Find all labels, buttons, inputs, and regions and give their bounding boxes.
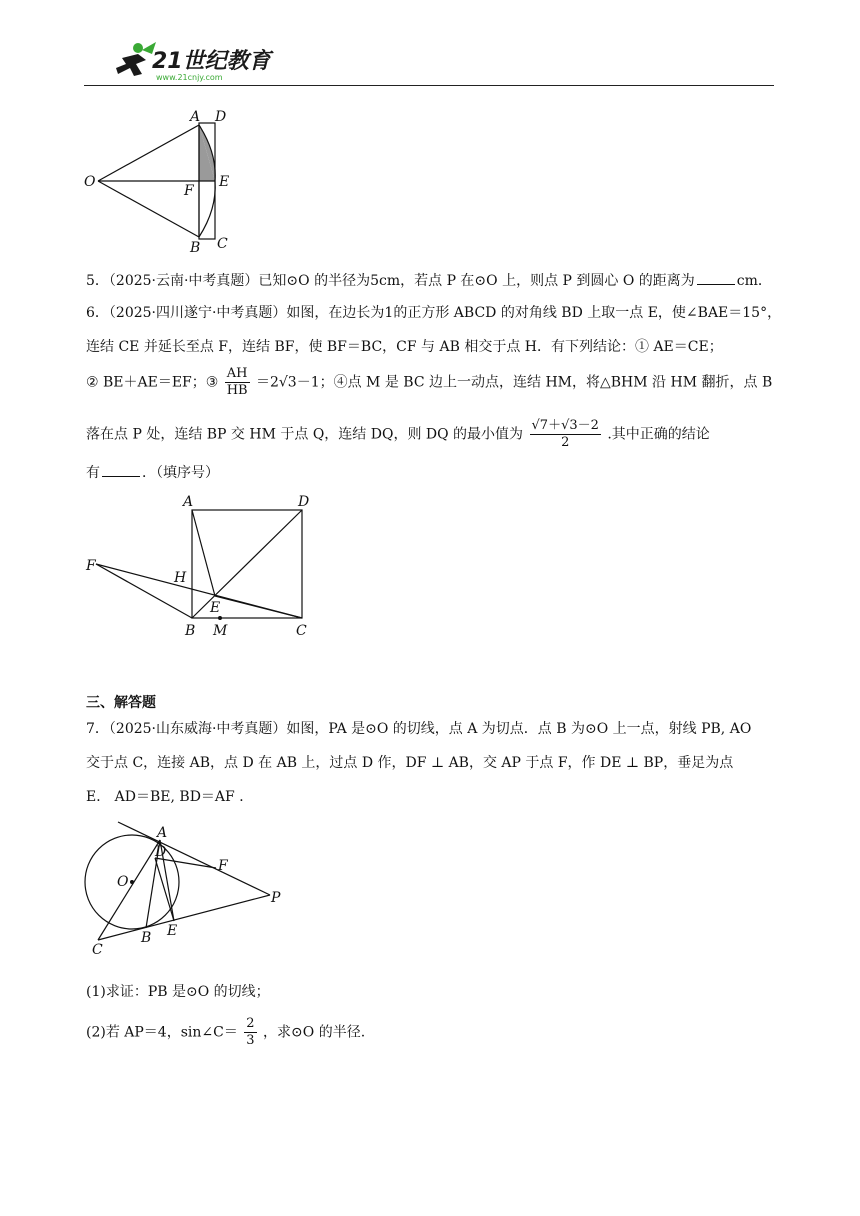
question-6-line-1: 6．（2025·四川遂宁·中考真题）如图，在边长为1的正方形 ABCD 的对角线 BD 上取一点 E，使∠BAE＝15°， xyxy=(86,305,782,321)
label-O: O xyxy=(117,874,129,890)
question-7-line-2: 交于点 C，连接 AB，点 D 在 AB 上，过点 D 作，DF ⊥ AB，交 AP 于点 F，作 DE ⊥ BP，垂足为点 xyxy=(86,755,734,771)
label-E: E xyxy=(167,923,178,939)
label-F: F xyxy=(184,183,194,199)
question-5: 5．（2025·云南·中考真题）已知⊙O 的半径为5cm，若点 P 在⊙O 上，则点 P 到圆心 O 的距离为 cm． xyxy=(86,270,772,291)
question-7-line-3: E． AD＝BE, BD＝AF ． xyxy=(86,789,254,805)
label-C: C xyxy=(217,236,228,252)
question-6-line-5: 有 ．（填序号） xyxy=(86,462,219,483)
label-E: E xyxy=(210,600,221,616)
answer-blank-q5[interactable] xyxy=(697,270,735,285)
label-F: F xyxy=(86,558,96,574)
center-O xyxy=(130,880,134,884)
logo xyxy=(108,40,278,82)
label-C: C xyxy=(296,623,307,639)
fraction-ah-hb: $\frac{AH}{HB}$ xyxy=(226,366,248,398)
question-7-line-1: 7．（2025·山东威海·中考真题）如图，PA 是⊙O 的切线，点 A 为切点．点 B 为⊙O 上一点，射线 PB, AO xyxy=(86,721,752,737)
figure-q7 xyxy=(84,818,294,960)
header-rule xyxy=(84,85,774,86)
label-B: B xyxy=(185,623,196,639)
label-C: C xyxy=(92,942,103,958)
label-M: M xyxy=(213,623,228,639)
label-A: A xyxy=(157,825,168,841)
question-6-line-2: 连结 CE 并延长至点 F，连结 BF，使 BF＝BC，CF 与 AB 相交于点 H．有下列结论：① AE＝CE； xyxy=(86,339,723,355)
question-6-line-4: 落在点 P 处，连结 BP 交 HM 于点 Q，连结 DQ，则 DQ 的最小值为 $\frac{√7+√3-2}{2}$ .其中正确的结论 xyxy=(86,418,710,450)
label-P: P xyxy=(271,890,281,906)
question-7-part-1: (1)求证：PB 是⊙O 的切线； xyxy=(86,984,270,1000)
label-F: F xyxy=(218,858,228,874)
label-A: A xyxy=(183,494,194,510)
label-D: D xyxy=(215,109,227,125)
fraction-min-dq: $\frac{√7+√3-2}{2}$ xyxy=(531,418,599,450)
question-7-part-2: (2)若 AP＝4，sin∠C＝ $\frac{2}{3}$ ，求⊙O 的半径. xyxy=(86,1016,366,1048)
runner-logo-icon xyxy=(116,42,156,76)
label-B: B xyxy=(141,930,152,946)
label-B: B xyxy=(190,240,201,256)
logo-text: 21世纪教育 xyxy=(152,49,271,74)
label-D: D xyxy=(155,844,167,860)
section-title: 三、解答题 xyxy=(86,695,156,711)
answer-blank-q6[interactable] xyxy=(102,462,140,477)
fraction-sin-c: $\frac{2}{3}$ xyxy=(246,1016,255,1048)
point-M xyxy=(218,616,222,620)
label-D: D xyxy=(298,494,310,510)
question-6-line-3: ② BE＋AE＝EF；③ $\frac{AH}{HB}$ ＝2√3－1；④点 M 是 BC 边上一动点，连结 HM，将△BHM 沿 HM 翻折，点 B xyxy=(86,366,773,398)
label-O: O xyxy=(84,174,96,190)
figure-q4 xyxy=(84,105,244,257)
label-E: E xyxy=(219,174,230,190)
label-A: A xyxy=(190,109,201,125)
figure-q6 xyxy=(82,490,322,645)
logo-url: www.21cnjy.com xyxy=(156,73,223,82)
label-H: H xyxy=(174,570,187,586)
